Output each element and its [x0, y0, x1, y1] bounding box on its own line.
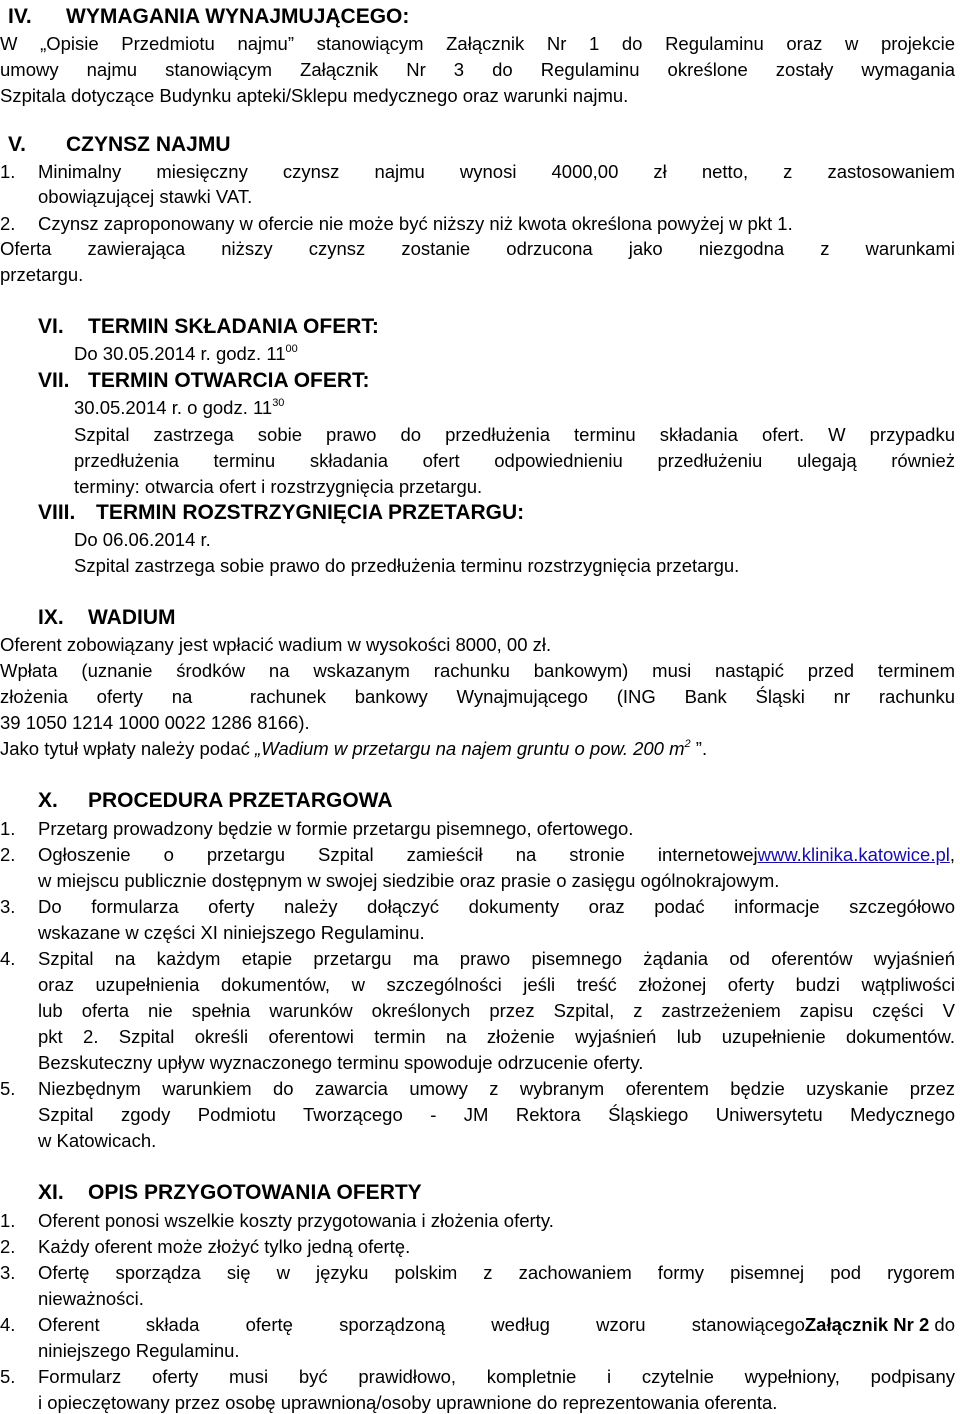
list-item: i opieczętowany przez osobę uprawnioną/osoby uprawnione do reprezentowania oferenta. [38, 1392, 778, 1413]
list-number: 1. [0, 818, 16, 839]
opening-text: 30.05.2014 r. o godz. 11 [74, 397, 273, 418]
list-item: pkt 2. Szpital określi oferentowi termin na złożenie wyjaśnień lub uzupełnienie dokumentów. [38, 1026, 955, 1047]
paragraph-line: Oferta zawierająca niższy czynsz zostanie odrzucona jako niezgodna z warunkami [0, 238, 955, 259]
list-number: 2. [0, 1236, 16, 1257]
list-number: 2. [0, 213, 16, 234]
section-5-number: V. [8, 133, 26, 156]
list-item: lub oferta nie spełnia warunków określonych przez Szpital, z zastrzeżeniem zapisu części V [38, 1000, 955, 1021]
resolution-date: Do 06.06.2014 r. [74, 529, 211, 550]
paragraph-line: złożenia oferty na rachunek bankowy Wynajmującego (ING Bank Śląski nr rachunku [0, 686, 955, 707]
account-number: 39 1050 1214 1000 0022 1286 8166). [0, 712, 310, 733]
list-item: Przetarg prowadzony będzie w formie przetargu pisemnego, ofertowego. [38, 818, 634, 839]
paragraph-line: Czynsz zaproponowany w ofercie nie może być niższy niż kwota określona powyżej w pkt 1. [38, 213, 793, 234]
attachment-reference: Załącznik Nr 2 [804, 1314, 930, 1335]
list-item: Do formularza oferty należy dołączyć dokumenty oraz podać informacje szczegółowo [38, 896, 955, 917]
list-number: 3. [0, 1262, 16, 1283]
list-item: nieważności. [38, 1288, 144, 1309]
list-item: Bezskuteczny upływ wyznaczonego terminu spowoduje odrzucenie oferty. [38, 1052, 644, 1073]
section-9-number: IX. [38, 606, 64, 629]
list-item: Oferent ponosi wszelkie koszty przygotowania i złożenia oferty. [38, 1210, 554, 1231]
list-number: 3. [0, 896, 16, 917]
list-item-text: , [949, 844, 955, 865]
payment-title-text [255, 738, 691, 759]
list-item-text: Ogłoszenie o przetargu Szpital zamieścił na stronie internetowej [38, 844, 758, 865]
list-item: Szpital na każdym etapie przetargu ma prawo pisemnego żądania od oferentów wyjaśnień [38, 948, 955, 969]
section-7-title: TERMIN OTWARCIA OFERT: [88, 369, 370, 392]
paragraph-line [0, 738, 707, 760]
paragraph-line: Szpital zastrzega sobie prawo do przedłużenia terminu składania ofert. W przypadku [74, 424, 955, 445]
list-item: oraz uzupełnienia dokumentów, w szczególności jeśli treść złożonej oferty budzi wątpliwości [38, 974, 955, 995]
list-item: Ofertę sporządza się w języku polskim z zachowaniem formy pisemnej pod rygorem [38, 1262, 955, 1283]
paragraph-line: przetargu. [0, 264, 84, 285]
paragraph-line: Minimalny miesięczny czynsz najmu wynosi 4000,00 zł netto, z zastosowaniem [38, 161, 955, 182]
list-item-text: do [929, 1314, 955, 1335]
section-7-number: VII. [38, 369, 70, 392]
section-4-title: WYMAGANIA WYNAJMUJĄCEGO: [66, 5, 410, 28]
payment-title-end: ”. [690, 738, 708, 759]
opening-minutes: 30 [272, 397, 285, 409]
paragraph-line: umowy najmu stanowiącym Załącznik Nr 3 do Regulaminu określone zostały wymagania [0, 59, 955, 80]
list-item-text: Oferent składa ofertę sporządzoną według wzoru stanowiącego [38, 1314, 805, 1335]
paragraph-line: Szpitala dotyczące Budynku apteki/Sklepu medycznego oraz warunki najmu. [0, 85, 629, 106]
paragraph-line: Oferent zobowiązany jest wpłacić wadium w wysokości 8000, 00 zł. [0, 634, 552, 655]
list-item: Formularz oferty musi być prawidłowo, kompletnie i czytelnie wypełniony, podpisany [38, 1366, 955, 1387]
list-item [38, 1314, 955, 1336]
section-6-number: VI. [38, 315, 64, 338]
deadline-text: Do 30.05.2014 r. godz. 11 [74, 343, 286, 364]
paragraph-line: Wpłata (uznanie środków na wskazanym rachunku bankowym) musi nastąpić przed terminem [0, 660, 955, 681]
square-superscript: 2 [684, 738, 691, 750]
list-number: 5. [0, 1366, 16, 1387]
list-number: 5. [0, 1078, 16, 1099]
deadline-minutes: 00 [285, 343, 298, 355]
payment-title-label: Jako tytuł wpłaty należy podać [0, 738, 256, 759]
list-item [38, 844, 955, 866]
list-item: Niezbędnym warunkiem do zawarcia umowy z wybranym oferentem będzie uzyskanie przez [38, 1078, 955, 1099]
deadline-date [74, 343, 298, 365]
list-item: niniejszego Regulaminu. [38, 1340, 240, 1361]
section-4-number: IV. [8, 5, 32, 28]
paragraph-line: obowiązującej stawki VAT. [38, 186, 253, 207]
section-5-title: CZYNSZ NAJMU [66, 133, 231, 156]
paragraph-line: Szpital zastrzega sobie prawo do przedłużenia terminu rozstrzygnięcia przetargu. [74, 555, 740, 576]
paragraph-line: W „Opisie Przedmiotu najmu” stanowiącym Załącznik Nr 1 do Regulaminu oraz w projekcie [0, 33, 955, 54]
list-number: 2. [0, 844, 16, 865]
section-10-number: X. [38, 789, 58, 812]
list-number: 4. [0, 948, 16, 969]
section-10-title: PROCEDURA PRZETARGOWA [88, 789, 393, 812]
list-item: Szpital zgody Podmiotu Tworzącego - JM Rektora Śląskiego Uniwersytetu Medycznego [38, 1104, 955, 1125]
paragraph-line: przedłużenia terminu składania ofert odpowiednieniu przedłużeniu ulegają również [74, 450, 955, 471]
website-link[interactable]: www.klinika.katowice.pl [757, 844, 950, 865]
section-11-title: OPIS PRZYGOTOWANIA OFERTY [88, 1181, 422, 1204]
list-item: wskazane w części XI niniejszego Regulaminu. [38, 922, 425, 943]
section-8-number: VIII. [38, 501, 76, 524]
section-11-number: XI. [38, 1181, 64, 1204]
section-6-title: TERMIN SKŁADANIA OFERT: [88, 315, 379, 338]
opening-date [74, 397, 284, 419]
section-8-title: TERMIN ROZSTRZYGNIĘCIA PRZETARGU: [96, 501, 525, 524]
list-item: Każdy oferent może złożyć tylko jedną ofertę. [38, 1236, 411, 1257]
paragraph-line: terminy: otwarcia ofert i rozstrzygnięcia przetargu. [74, 476, 483, 497]
list-number: 4. [0, 1314, 16, 1335]
list-number: 1. [0, 161, 16, 182]
list-number: 1. [0, 1210, 16, 1231]
list-item: w Katowicach. [38, 1130, 157, 1151]
section-9-title: WADIUM [88, 606, 176, 629]
payment-title-main: „Wadium w przetargu na najem gruntu o pow. 200 m [255, 738, 685, 759]
list-item: w miejscu publicznie dostępnym w swojej siedzibie oraz prasie o zasięgu ogólnokrajowym. [38, 870, 780, 891]
